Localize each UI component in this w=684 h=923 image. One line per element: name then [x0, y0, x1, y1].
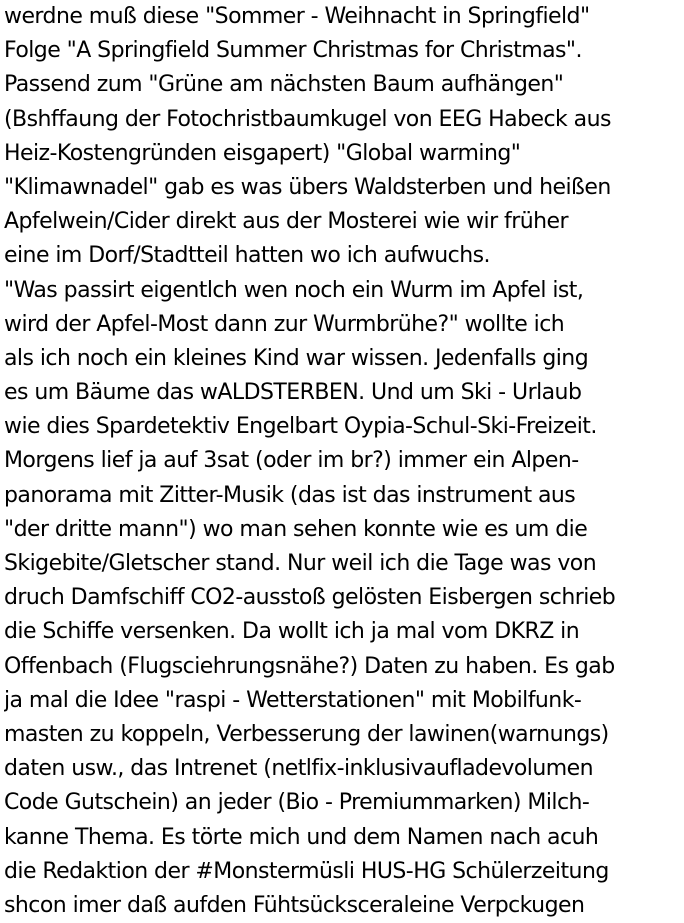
text-line: panorama mit Zitter-Musik (das ist das instrument aus [4, 482, 576, 508]
text-line: Code Gutschein) an jeder (Bio - Premiummarken) Milch- [4, 790, 590, 816]
text-line: die Redaktion der #Monstermüsli HUS-HG Schülerzeitung [4, 858, 609, 884]
text-line: Heiz-Kostengründen eisgapert) "Global warming" [4, 140, 521, 166]
text-line: shcon imer daß aufden Fühtsücksceraleine Verpckugen [4, 892, 585, 918]
text-line: kanne Thema. Es törte mich und dem Namen nach acuh [4, 824, 599, 850]
text-line: Morgens lief ja auf 3sat (oder im br?) immer ein Alpen- [4, 448, 579, 474]
text-line: als ich noch ein kleines Kind war wissen. Jedenfalls ging [4, 345, 589, 371]
text-line: Offenbach (Flugsciehrungsnähe?) Daten zu haben. Es gab [4, 653, 615, 679]
text-line: "der dritte mann") wo man sehen konnte wie es um die [4, 516, 588, 542]
text-line: wird der Apfel-Most dann zur Wurmbrühe?" wollte ich [4, 311, 565, 337]
text-line: werdne muß diese "Sommer - Weihnacht in Springfield" [4, 4, 590, 29]
text-line: Folge "A Springfield Summer Christmas for Christmas". [4, 38, 582, 64]
text-line: druch Damfschiff CO2-ausstoß gelösten Eisbergen schrieb [4, 585, 616, 611]
text-line: daten usw., das Intrenet (netlfix-inklusivaufladevolumen [4, 756, 594, 782]
text-line: die Schiffe versenken. Da wollt ich ja mal vom DKRZ in [4, 619, 580, 645]
text-line: Passend zum "Grüne am nächsten Baum aufhängen" [4, 72, 564, 98]
text-line: Apfelwein/Cider direkt aus der Mosterei wie wir früher [4, 209, 568, 235]
text-line: "Klimawnadel" gab es was übers Waldsterben und heißen [4, 174, 611, 200]
text-line: (Bshffaung der Fotochristbaumkugel von EEG Habeck aus [4, 106, 611, 132]
text-line: Skigebite/Gletscher stand. Nur weil ich die Tage was von [4, 551, 597, 576]
text-line: "Was passirt eigentlch wen noch ein Wurm im Apfel ist, [4, 277, 584, 303]
text-line: eine im Dorf/Stadtteil hatten wo ich aufwuchs. [4, 243, 490, 269]
text-line: es um Bäume das wALDSTERBEN. Und um Ski - Urlaub [4, 380, 582, 406]
text-line: ja mal die Idee "raspi - Wetterstationen" mit Mobilfunk- [4, 687, 582, 713]
text-line: masten zu koppeln, Verbesserung der lawinen(warnungs) [4, 721, 609, 747]
text-line: wie dies Spardetektiv Engelbart Oypia-Schul-Ski-Freizeit. [4, 414, 597, 440]
